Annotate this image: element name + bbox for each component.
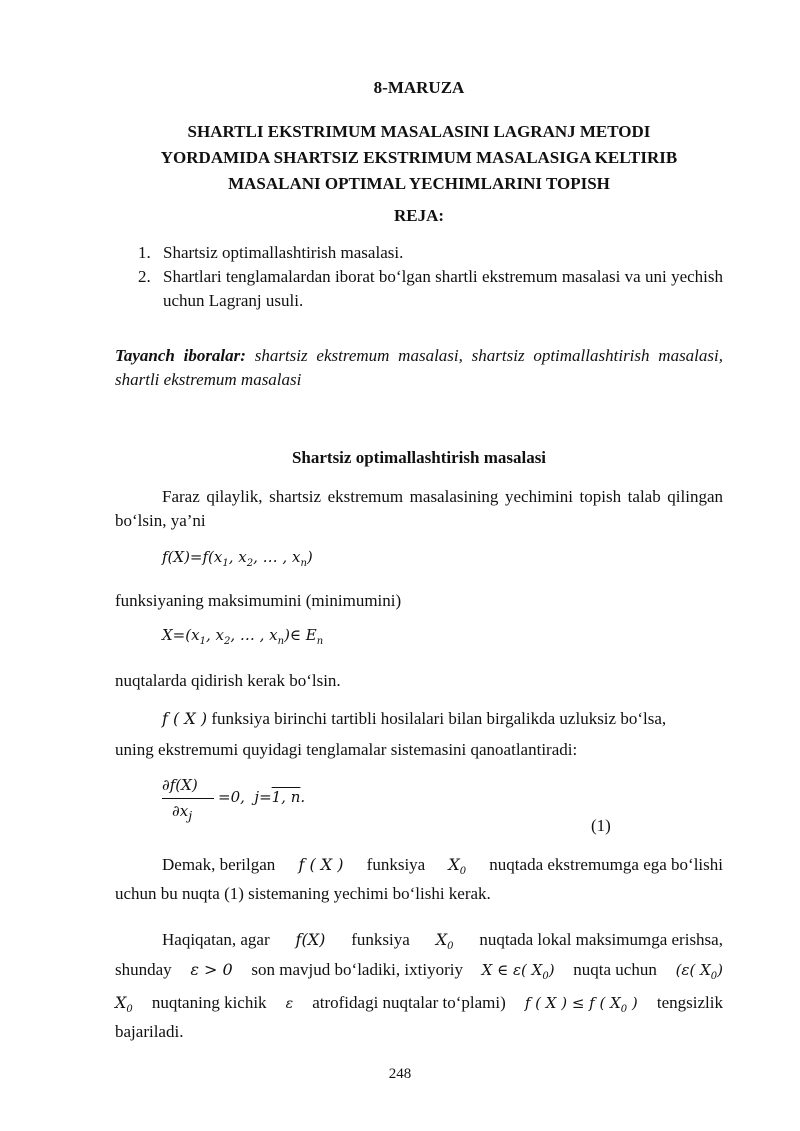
p6-l3-text-a: nuqtaning kichik [151,993,267,1012]
plan-heading: REJA: [393,206,445,225]
plan-item-2 [138,265,723,313]
paragraph-5-line-2: uchun bu nuqta (1) sistemaning yechimi bo‘lishi kerak. [115,884,491,903]
page-number: 248 [388,1066,412,1082]
title-line-1: SHARTLI EKSTRIMUM MASALASINI LAGRANJ METODI [187,122,651,141]
p5-text-mid: funksiya [366,855,426,874]
plan-item-number: 1. [138,243,151,262]
paragraph-4-line-1 [162,709,666,729]
p5-text-end: nuqtada ekstremumga ega bo‘lishi [489,855,723,874]
fx-symbol: f ( X ) [298,855,344,874]
paragraph-4-line-2: uning ekstremumi quyidagi tenglamalar sistemasini qanoatlantiradi: [115,740,578,759]
keywords-text: shartsiz ekstremum masalasi, shartsiz optimallashtirish masalasi, shartli ekstremum masalasi [115,346,723,389]
fraction-bar [162,798,214,799]
epsilon-condition: ε > 0 [190,960,233,979]
p6-text-end: nuqtada lokal maksimumga erishsa, [479,930,723,949]
paragraph-6-line-1 [162,930,723,952]
paragraph-2: funksiyaning maksimumini (minimumini) [115,591,402,610]
p5-text-start: Demak, berilgan [162,855,276,874]
plan-list [138,241,723,313]
epsilon-symbol: ε [285,996,294,1012]
neighborhood-membership: X ∈ ε( $X_0$) [481,961,555,982]
plan-item-1 [138,241,723,265]
equation-number: (1) [591,816,611,835]
paragraph-1: Faraz qilaylik, shartsiz ekstremum masalasining yechimini topish talab qilingan bo‘lsin, ya’ni [115,487,723,530]
section-heading: Shartsiz optimallashtirish masalasi [291,448,547,467]
domain-definition: $X=(x_1$, $x_2$, … , $x_n)\in$ $E_n$ [162,626,324,647]
fx-symbol: f(X) [295,930,326,949]
fraction-numerator: ∂f(X) [162,776,198,794]
paragraph-4-text: funksiya birinchi tartibli hosilalari bilan birgalikda uzluksiz bo‘lsa, [211,709,667,728]
paragraph-6-line-3 [115,993,723,1015]
neighborhood-symbol: (ε( $X_0$) [675,961,723,982]
paragraph-5-line-1 [162,855,723,877]
inequality: f ( X ) ≤ f ( $X_0$ ) [524,994,638,1015]
equation-rest: =0, j=1, n. [218,788,306,806]
p6-text-start: Haqiqatan, agar [162,930,270,949]
paragraph-6-line-2 [115,960,723,982]
x0-symbol: $X_0$ [448,855,467,878]
keywords-label: Tayanch iboralar: [115,346,246,365]
p6-l2-text-a: shunday [115,960,172,979]
x0-symbol: $X_0$ [435,930,454,953]
plan-item-text: Shartsiz optimallashtirish masalasi. [163,243,404,262]
lecture-title [115,119,723,197]
paragraph-6-line-4: bajariladi. [115,1022,184,1041]
plan-item-text: Shartlari tenglamalardan iborat bo‘lgan shartli ekstremum masalasi va uni yechish uchun Lagranj usuli. [163,267,723,310]
p6-l2-text-b: son mavjud bo‘ladiki, ixtiyoriy [251,960,463,979]
keywords-paragraph [115,344,723,392]
fx-symbol: f ( X ) [162,709,208,728]
title-line-3: MASALANI OPTIMAL YECHIMLARINI TOPISH [228,174,610,193]
p6-l3-text-b: atrofidagi nuqtalar to‘plami) [312,993,506,1012]
paragraph-3: nuqtalarda qidirish kerak bo‘lsin. [115,671,341,690]
p6-text-mid: funksiya [351,930,410,949]
plan-item-number: 2. [138,267,151,286]
fraction-denominator: $\partial x_j$ [172,802,193,823]
p6-l3-text-c: tengsizlik [656,993,723,1012]
lecture-number: 8-MARUZA [373,78,465,97]
x0-symbol: $X_0$ [115,993,133,1016]
function-definition: $f(X)=f(x_1$, $x_2$, … , $x_n$) [162,548,313,569]
p6-l2-text-c: nuqta uchun [573,960,657,979]
title-line-2: YORDAMIDA SHARTSIZ EKSTRIMUM MASALASIGA KELTIRIB [160,148,678,167]
